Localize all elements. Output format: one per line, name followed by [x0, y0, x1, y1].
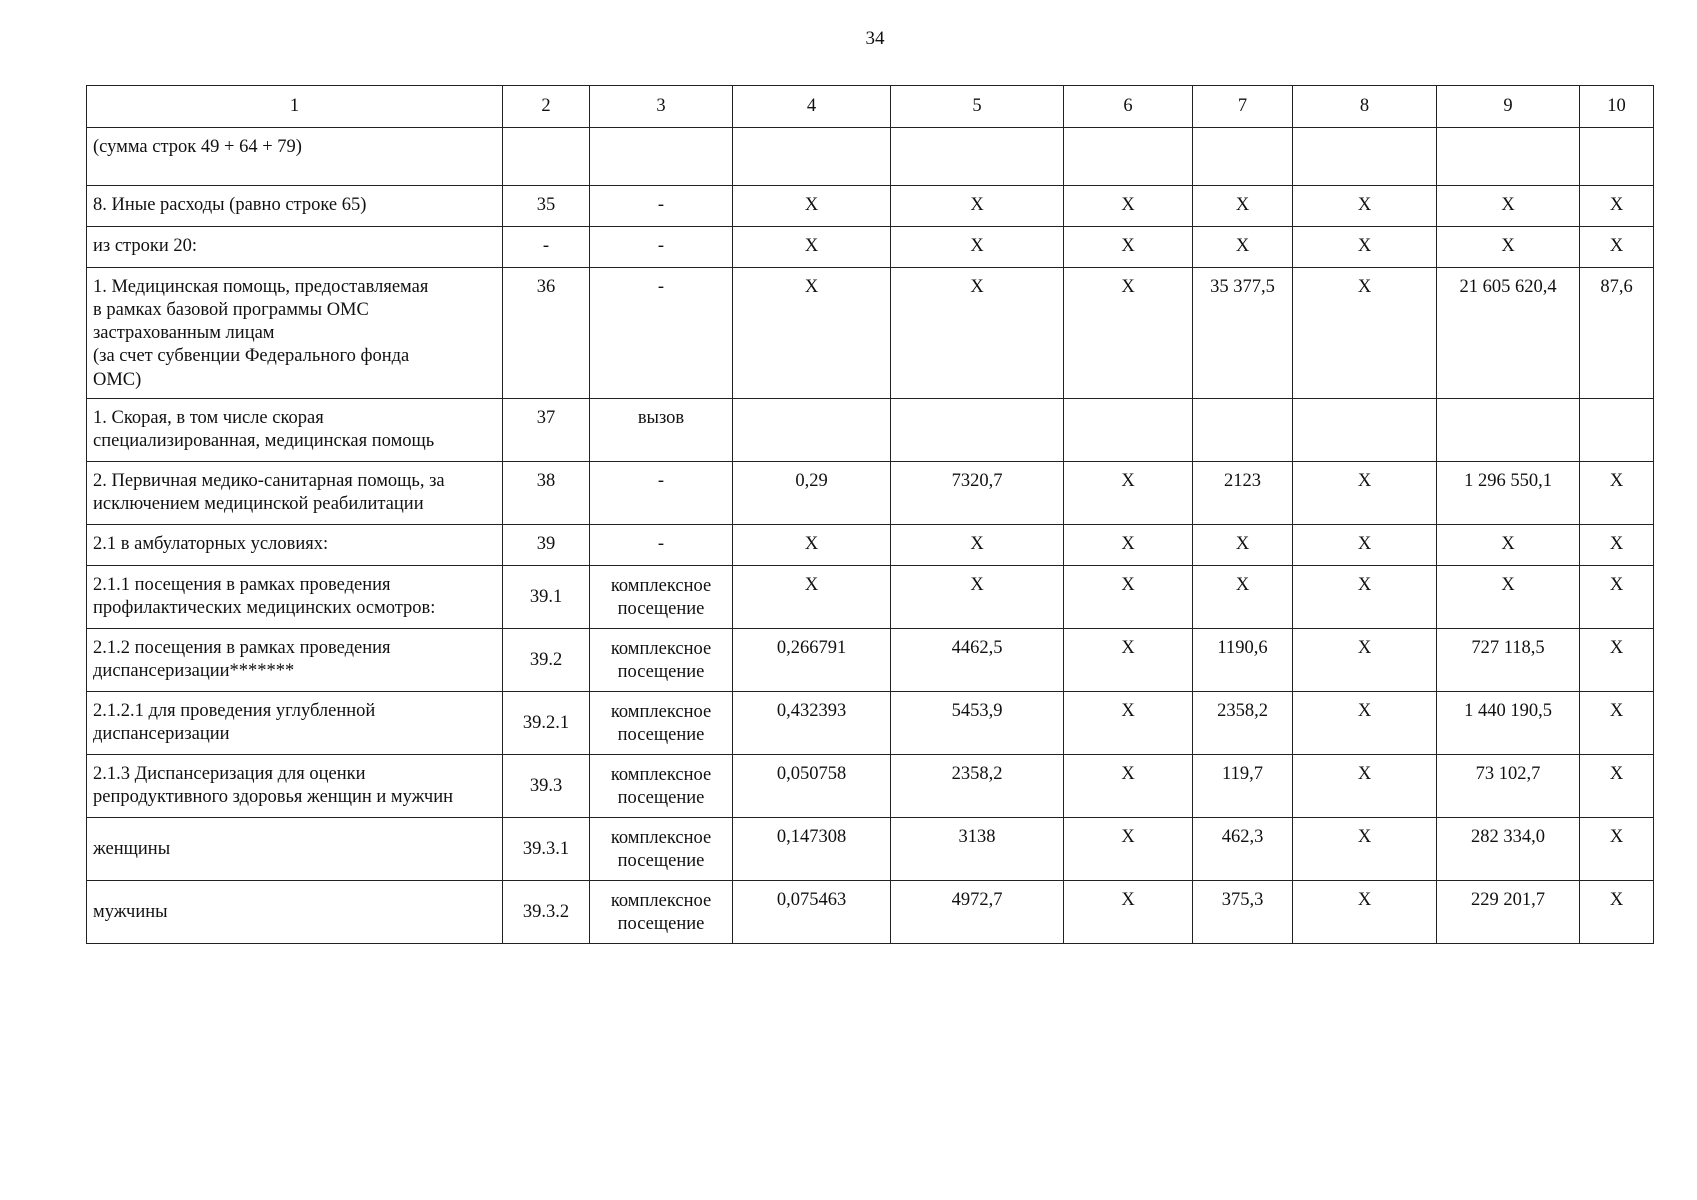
value-cell: X — [1437, 565, 1580, 628]
value-cell: 282 334,0 — [1437, 817, 1580, 880]
row-label-cell: женщины — [87, 817, 503, 880]
row-label-cell: 2.1.3 Диспансеризация для оценки репродуктивного здоровья женщин и мужчин — [87, 754, 503, 817]
value-cell — [1293, 398, 1437, 461]
value-cell — [1580, 128, 1654, 186]
value-cell: 21 605 620,4 — [1437, 268, 1580, 399]
value-cell: X — [1580, 186, 1654, 227]
unit-cell: комплексное посещение — [590, 754, 733, 817]
unit-cell: комплексное посещение — [590, 817, 733, 880]
table-row — [87, 186, 1654, 227]
value-cell: X — [1064, 461, 1193, 524]
value-cell: X — [1580, 754, 1654, 817]
table-row — [87, 128, 1654, 186]
table-row — [87, 628, 1654, 691]
value-cell — [733, 398, 891, 461]
value-cell: X — [891, 268, 1064, 399]
column-number-header: 4 — [733, 86, 891, 128]
row-code-cell: 39 — [503, 524, 590, 565]
value-cell: X — [1293, 691, 1437, 754]
table-row — [87, 880, 1654, 943]
value-cell: 7320,7 — [891, 461, 1064, 524]
value-cell — [891, 128, 1064, 186]
column-number-header: 7 — [1193, 86, 1293, 128]
value-cell: X — [891, 565, 1064, 628]
value-cell: 1190,6 — [1193, 628, 1293, 691]
value-cell — [891, 398, 1064, 461]
column-number-header: 10 — [1580, 86, 1654, 128]
value-cell: X — [1580, 691, 1654, 754]
value-cell: 1 440 190,5 — [1437, 691, 1580, 754]
row-label-cell: 1. Медицинская помощь, предоставляемая в рамках базовой программы ОМС застрахованным лицам (за счет субвенции Федерального фонда ОМС) — [87, 268, 503, 399]
value-cell — [1293, 128, 1437, 186]
value-cell: X — [1293, 461, 1437, 524]
value-cell — [1193, 398, 1293, 461]
row-label-cell: 2.1 в амбулаторных условиях: — [87, 524, 503, 565]
table-row — [87, 227, 1654, 268]
unit-cell: комплексное посещение — [590, 628, 733, 691]
value-cell: X — [733, 186, 891, 227]
value-cell: X — [1193, 524, 1293, 565]
value-cell: 87,6 — [1580, 268, 1654, 399]
value-cell: 727 118,5 — [1437, 628, 1580, 691]
value-cell: X — [1293, 524, 1437, 565]
value-cell: X — [1293, 628, 1437, 691]
value-cell: X — [1064, 268, 1193, 399]
value-cell: X — [1580, 628, 1654, 691]
row-code-cell: 39.3 — [503, 754, 590, 817]
row-label-cell: из строки 20: — [87, 227, 503, 268]
value-cell: X — [1064, 186, 1193, 227]
value-cell: X — [1580, 524, 1654, 565]
value-cell — [1064, 128, 1193, 186]
value-cell: X — [733, 524, 891, 565]
value-cell: X — [1580, 817, 1654, 880]
table-row — [87, 461, 1654, 524]
value-cell: X — [1193, 565, 1293, 628]
value-cell: 4462,5 — [891, 628, 1064, 691]
value-cell: 0,075463 — [733, 880, 891, 943]
row-label-cell: (сумма строк 49 + 64 + 79) — [87, 128, 503, 186]
unit-cell — [590, 128, 733, 186]
page-number: 34 — [865, 28, 885, 49]
value-cell: 119,7 — [1193, 754, 1293, 817]
value-cell: 229 201,7 — [1437, 880, 1580, 943]
value-cell: 0,147308 — [733, 817, 891, 880]
table-row — [87, 398, 1654, 461]
value-cell: 1 296 550,1 — [1437, 461, 1580, 524]
value-cell: X — [1580, 227, 1654, 268]
row-label-cell: мужчины — [87, 880, 503, 943]
value-cell: 0,266791 — [733, 628, 891, 691]
value-cell: X — [1293, 817, 1437, 880]
value-cell: X — [1064, 524, 1193, 565]
value-cell: X — [1437, 186, 1580, 227]
value-cell: X — [733, 227, 891, 268]
row-label-cell: 2.1.2 посещения в рамках проведения диспансеризации******* — [87, 628, 503, 691]
value-cell: X — [1437, 524, 1580, 565]
row-label-cell: 1. Скорая, в том числе скорая специализированная, медицинская помощь — [87, 398, 503, 461]
value-cell — [1193, 128, 1293, 186]
column-number-header: 8 — [1293, 86, 1437, 128]
unit-cell: - — [590, 227, 733, 268]
value-cell: X — [1064, 754, 1193, 817]
table-row — [87, 268, 1654, 399]
column-number-header: 3 — [590, 86, 733, 128]
row-code-cell: 37 — [503, 398, 590, 461]
value-cell: X — [1437, 227, 1580, 268]
row-code-cell: 38 — [503, 461, 590, 524]
value-cell: X — [891, 186, 1064, 227]
value-cell: 2358,2 — [891, 754, 1064, 817]
column-number-header: 6 — [1064, 86, 1193, 128]
unit-cell: комплексное посещение — [590, 691, 733, 754]
row-code-cell: 39.1 — [503, 565, 590, 628]
value-cell: X — [1064, 628, 1193, 691]
unit-cell: - — [590, 461, 733, 524]
row-code-cell: 39.3.2 — [503, 880, 590, 943]
value-cell: X — [733, 565, 891, 628]
value-cell: X — [1064, 691, 1193, 754]
value-cell: 0,432393 — [733, 691, 891, 754]
unit-cell: комплексное посещение — [590, 880, 733, 943]
unit-cell: - — [590, 186, 733, 227]
row-code-cell — [503, 128, 590, 186]
value-cell: X — [1580, 461, 1654, 524]
value-cell: X — [1193, 227, 1293, 268]
value-cell: X — [1293, 268, 1437, 399]
value-cell: 5453,9 — [891, 691, 1064, 754]
value-cell — [1580, 398, 1654, 461]
table-row — [87, 565, 1654, 628]
value-cell: X — [891, 227, 1064, 268]
value-cell: 0,29 — [733, 461, 891, 524]
value-cell: 3138 — [891, 817, 1064, 880]
value-cell: X — [1293, 754, 1437, 817]
row-label-cell: 2.1.2.1 для проведения углубленной диспансеризации — [87, 691, 503, 754]
value-cell: 375,3 — [1193, 880, 1293, 943]
table-row — [87, 524, 1654, 565]
value-cell — [733, 128, 891, 186]
unit-cell: вызов — [590, 398, 733, 461]
value-cell: X — [733, 268, 891, 399]
value-cell: X — [1293, 880, 1437, 943]
value-cell — [1437, 128, 1580, 186]
value-cell: 35 377,5 — [1193, 268, 1293, 399]
row-code-cell: 39.3.1 — [503, 817, 590, 880]
value-cell: X — [1580, 565, 1654, 628]
value-cell: X — [1064, 817, 1193, 880]
unit-cell: - — [590, 524, 733, 565]
value-cell: 0,050758 — [733, 754, 891, 817]
row-label-cell: 8. Иные расходы (равно строке 65) — [87, 186, 503, 227]
column-number-header: 2 — [503, 86, 590, 128]
value-cell: 4972,7 — [891, 880, 1064, 943]
row-label-cell: 2. Первичная медико-санитарная помощь, за исключением медицинской реабилитации — [87, 461, 503, 524]
row-code-cell: - — [503, 227, 590, 268]
unit-cell: - — [590, 268, 733, 399]
value-cell: X — [1064, 227, 1193, 268]
value-cell — [1437, 398, 1580, 461]
value-cell: X — [1580, 880, 1654, 943]
value-cell: 2358,2 — [1193, 691, 1293, 754]
row-code-cell: 35 — [503, 186, 590, 227]
value-cell: 462,3 — [1193, 817, 1293, 880]
value-cell: X — [1293, 227, 1437, 268]
value-cell: X — [1293, 186, 1437, 227]
table-header-row — [87, 86, 1654, 128]
value-cell: X — [891, 524, 1064, 565]
value-cell: X — [1064, 565, 1193, 628]
value-cell — [1064, 398, 1193, 461]
column-number-header: 1 — [87, 86, 503, 128]
row-code-cell: 39.2 — [503, 628, 590, 691]
value-cell: 73 102,7 — [1437, 754, 1580, 817]
value-cell: X — [1293, 565, 1437, 628]
column-number-header: 5 — [891, 86, 1064, 128]
value-cell: 2123 — [1193, 461, 1293, 524]
row-label-cell: 2.1.1 посещения в рамках проведения профилактических медицинских осмотров: — [87, 565, 503, 628]
value-cell: X — [1064, 880, 1193, 943]
data-table — [86, 85, 1654, 944]
column-number-header: 9 — [1437, 86, 1580, 128]
value-cell: X — [1193, 186, 1293, 227]
row-code-cell: 39.2.1 — [503, 691, 590, 754]
unit-cell: комплексное посещение — [590, 565, 733, 628]
row-code-cell: 36 — [503, 268, 590, 399]
table-row — [87, 754, 1654, 817]
table-row — [87, 817, 1654, 880]
table-row — [87, 691, 1654, 754]
